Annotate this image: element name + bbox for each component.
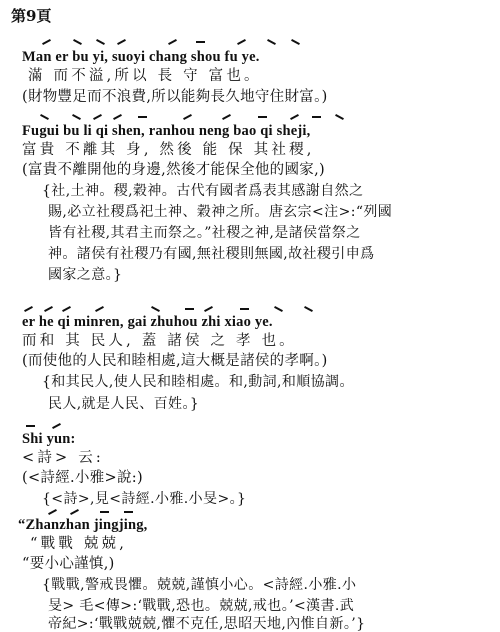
tone-mark — [113, 114, 122, 120]
tone-mark — [312, 116, 321, 118]
tone-mark — [151, 306, 160, 312]
tone-mark — [42, 39, 51, 45]
tone-mark — [48, 509, 57, 515]
tone-mark — [290, 114, 299, 120]
translation-line: (富貴不離開他的身邊,然後才能保全他的國家,) — [22, 162, 325, 178]
tone-mark — [185, 308, 194, 310]
tone-mark — [168, 39, 177, 45]
pinyin-line: er he qi minren, gai zhuhou zhi xiao ye. — [22, 314, 273, 330]
translation-line: (<詩經.小雅>說:) — [22, 470, 143, 486]
annotation-line: 神。諸侯有社稷乃有國,無社稷則無國,故社稷引申爲 — [48, 246, 375, 262]
hanzi-line: 滿 而不溢,所以 長 守 富也。 — [28, 68, 262, 84]
tone-mark — [73, 39, 82, 45]
pinyin-line: Fugui bu li qi shen, ranhou neng bao qi sheji, — [22, 123, 311, 139]
tone-mark — [100, 511, 109, 513]
tone-mark — [204, 306, 213, 312]
annotation-line: 賜,必立社稷爲祀土神、穀神之所。唐玄宗<注>:“列國 — [48, 204, 393, 220]
tone-mark — [274, 306, 283, 312]
tone-mark — [93, 114, 102, 120]
page-number: 第9頁 — [11, 7, 52, 25]
tone-mark — [222, 114, 231, 120]
tone-mark — [24, 306, 33, 312]
translation-line: (而使他的人民和睦相處,這大概是諸侯的孝啊。) — [22, 353, 328, 369]
tone-mark — [95, 306, 104, 312]
tone-mark — [40, 114, 49, 120]
annotation-line: 民人,就是人民、百姓。} — [48, 396, 200, 412]
annotation-line: {<詩>,見<詩經.小雅.小旻>。} — [42, 491, 247, 507]
translation-line: “要小心謹慎,) — [22, 556, 115, 572]
tone-mark — [335, 114, 344, 120]
tone-mark — [267, 39, 276, 45]
tone-mark — [240, 308, 249, 310]
pinyin-line: Shi yun: — [22, 431, 76, 447]
tone-mark — [26, 425, 35, 427]
annotation-line: {戰戰,警戒畏懼。兢兢,謹慎小心。<詩經.小雅.小 — [42, 577, 357, 593]
annotation-line: {和其民人,使人民和睦相處。和,動詞,和順協調。 — [42, 374, 354, 390]
hanzi-line: 而和 其 民人, 蓋 諸侯 之 孝 也。 — [22, 333, 297, 349]
hanzi-line: “戰戰 兢兢, — [30, 536, 128, 552]
hanzi-line: <詩> 云: — [22, 450, 104, 466]
annotation-line: 國家之意。} — [48, 267, 123, 283]
pinyin-line: “Zhanzhan jingjing, — [18, 517, 148, 533]
tone-mark — [70, 509, 79, 515]
annotation-line: {社,土神。稷,穀神。古代有國者爲表其感謝自然之 — [42, 183, 364, 199]
pinyin-line: Man er bu yi, suoyi chang shou fu ye. — [22, 49, 260, 65]
hanzi-line: 富貴 不離其 身, 然後 能 保 其社稷, — [22, 142, 315, 158]
annotation-line: 帝紀>:‘戰戰兢兢,懼不克任,思昭天地,內惟自新。’} — [48, 616, 366, 632]
translation-line: (財物豐足而不浪費,所以能夠長久地守住財富。) — [22, 89, 328, 105]
tone-mark — [72, 114, 81, 120]
tone-mark — [44, 306, 53, 312]
tone-mark — [62, 306, 71, 312]
annotation-line: 皆有社稷,其君主而祭之。”社稷之神,是諸侯當祭之 — [48, 225, 361, 241]
tone-mark — [117, 39, 126, 45]
tone-mark — [304, 306, 313, 312]
tone-mark — [237, 39, 246, 45]
tone-mark — [138, 116, 147, 118]
tone-mark — [124, 511, 133, 513]
tone-mark — [96, 39, 105, 45]
annotation-line: 旻> 毛<傳>:‘戰戰,恐也。兢兢,戒也。’<漢書.武 — [48, 598, 355, 614]
tone-mark — [291, 39, 300, 45]
tone-mark — [258, 116, 267, 118]
tone-mark — [196, 41, 205, 43]
tone-mark — [52, 423, 61, 429]
tone-mark — [183, 114, 192, 120]
